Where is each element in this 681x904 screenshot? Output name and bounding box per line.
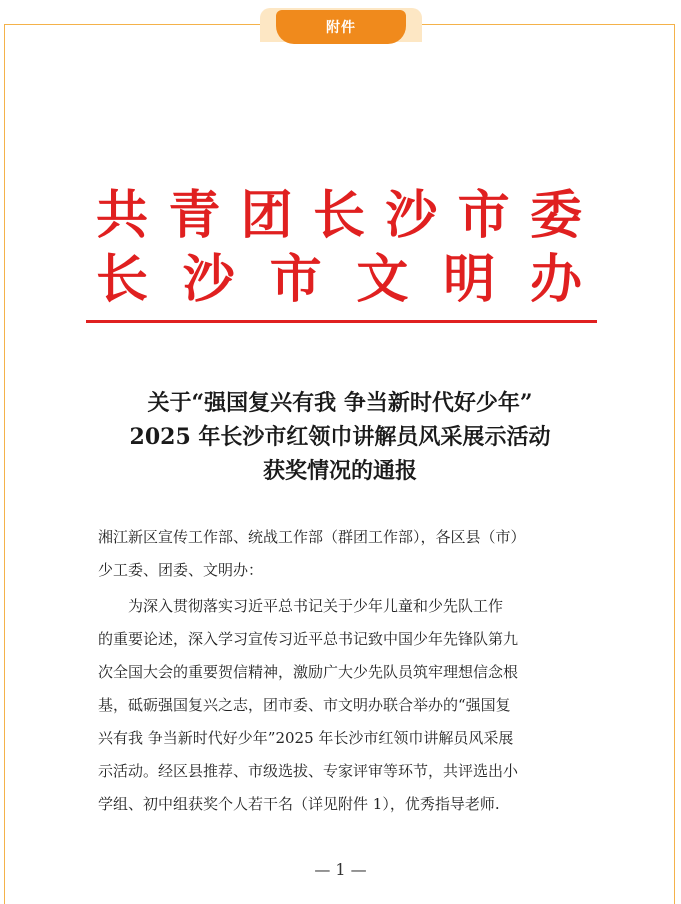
issuer-char: 明: [443, 249, 496, 310]
issuer-char: 共: [96, 185, 149, 246]
issuer-line-2: [96, 250, 582, 310]
body-line: 示活动。经区县推荐、市级选拔、专家评审等环节，共评选出小: [98, 762, 519, 780]
issuer-char: 沙: [182, 249, 235, 310]
issuer-line-1: [96, 186, 582, 246]
issuer-char: 文: [356, 249, 409, 310]
issuer-char: 委: [529, 185, 582, 246]
body-line: 湘江新区宣传工作部、统战工作部（群团工作部），各区县（市）: [98, 528, 526, 546]
issuer-char: 青: [168, 185, 221, 246]
body-line: 为深入贯彻落实习近平总书记关于少年儿童和少先队工作: [98, 597, 504, 615]
body-line: 基，砥砺强国复兴之志，团市委、市文明办联合举办的“强国复: [98, 696, 511, 714]
issuer-char: 长: [96, 249, 149, 310]
issuer-char: 市: [269, 249, 322, 310]
document-title-line-1: 关于“强国复兴有我 争当新时代好少年”: [147, 390, 533, 416]
document-title-line-2: 2025 年长沙市红领巾讲解员风采展示活动: [129, 424, 551, 450]
issuer-char: 办: [529, 249, 582, 310]
body-line: 次全国大会的重要贺信精神，激励广大少先队员筑牢理想信念根: [98, 663, 519, 681]
body-line: 少工委、团委、文明办：: [98, 561, 264, 579]
attachment-tab[interactable]: [260, 6, 422, 46]
issuer-char: 团: [240, 185, 293, 246]
body-line: 兴有我 争当新时代好少年”2025 年长沙市红领巾讲解员风采展: [98, 729, 514, 747]
page-number: — 1 —: [314, 860, 367, 879]
issuer-char: 沙: [385, 185, 438, 246]
issuer-char: 市: [457, 185, 510, 246]
body-line: 学组、初中组获奖个人若干名（详见附件 1），优秀指导老师.: [98, 795, 500, 813]
red-divider: [86, 320, 597, 323]
body-line: 的重要论述，深入学习宣传习近平总书记致中国少年先锋队第九: [98, 630, 519, 648]
document-title-line-3: 获奖情况的通报: [262, 458, 417, 484]
attachment-tab-label: 附件: [276, 10, 406, 44]
issuer-char: 长: [312, 185, 365, 246]
